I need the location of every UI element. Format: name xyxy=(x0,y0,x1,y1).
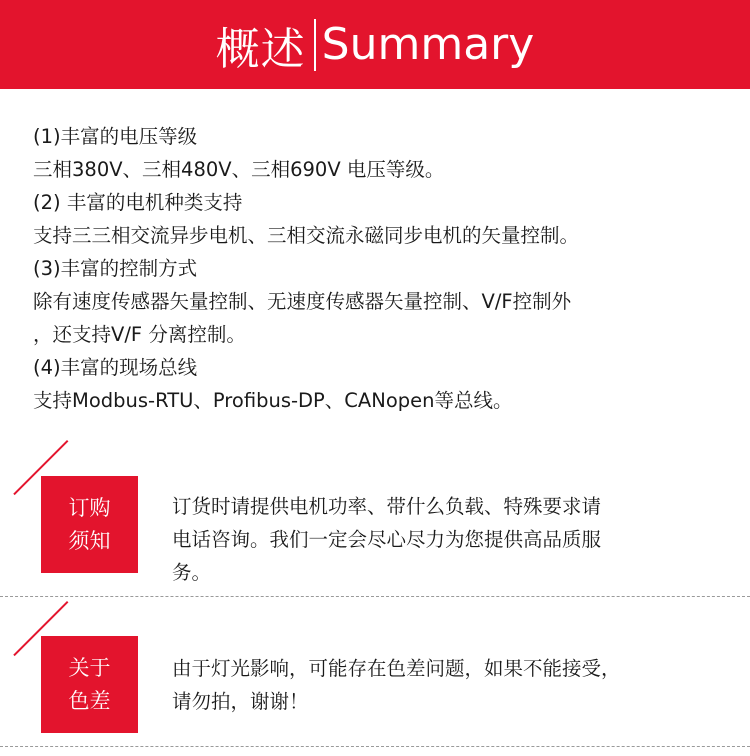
color-notice-text xyxy=(172,652,732,718)
color-notice-label-line: 色差 xyxy=(68,688,111,713)
order-notice-text-line: 订货时请提供电机功率、带什么负载、特殊要求请 xyxy=(172,495,602,518)
summary-header xyxy=(0,0,750,89)
feature-line: (2) 丰富的电机种类支持 xyxy=(33,191,243,214)
feature-line: (1)丰富的电压等级 xyxy=(33,125,198,148)
color-notice-label xyxy=(41,636,138,733)
dashed-divider xyxy=(0,746,750,747)
header-title-english: Summary xyxy=(321,19,535,70)
feature-line: ，还支持V/F 分离控制。 xyxy=(33,323,246,346)
header-title-chinese: 概述 xyxy=(215,23,306,75)
order-notice-text-line: 务。 xyxy=(172,561,212,584)
feature-line: (4)丰富的现场总线 xyxy=(33,356,198,379)
feature-line: 除有速度传感器矢量控制、无速度传感器矢量控制、V/F控制外 xyxy=(33,290,572,313)
order-notice-text xyxy=(172,490,732,589)
color-notice-text-line: 请勿拍，谢谢！ xyxy=(172,690,309,713)
feature-line: (3)丰富的控制方式 xyxy=(33,257,198,280)
dashed-divider xyxy=(0,596,750,597)
feature-line: 支持三三相交流异步电机、三相交流永磁同步电机的矢量控制。 xyxy=(33,224,580,247)
order-notice-text-line: 电话咨询。我们一定会尽心尽力为您提供高品质服 xyxy=(172,528,602,551)
order-notice-label-line: 须知 xyxy=(68,528,111,553)
order-notice-label-line: 订购 xyxy=(68,495,111,520)
feature-list xyxy=(33,120,733,417)
feature-line: 三相380V、三相480V、三相690V 电压等级。 xyxy=(33,158,445,181)
feature-line: 支持Modbus-RTU、Profibus-DP、CANopen等总线。 xyxy=(33,389,513,412)
order-notice-label xyxy=(41,476,138,573)
color-notice-label-line: 关于 xyxy=(68,655,111,680)
header-title-separator xyxy=(314,19,316,71)
color-notice-text-line: 由于灯光影响，可能存在色差问题，如果不能接受， xyxy=(172,657,621,680)
